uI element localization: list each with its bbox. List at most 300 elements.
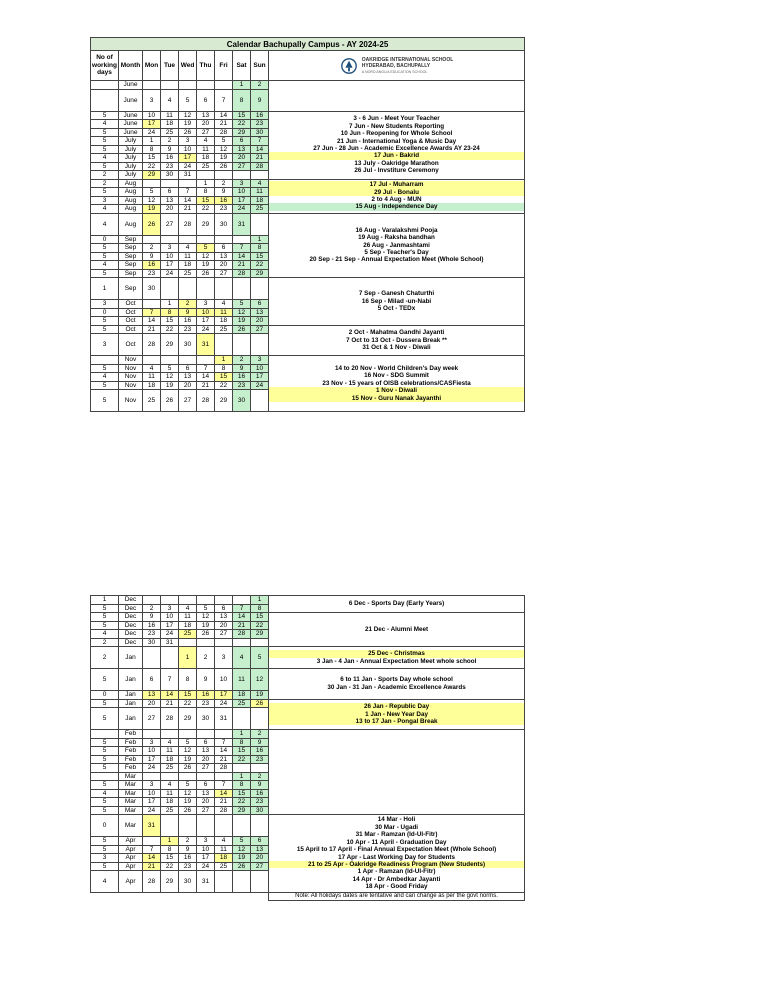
month-cell: Oct bbox=[119, 300, 143, 309]
date-cell bbox=[251, 278, 269, 300]
date-cell: 16 bbox=[251, 747, 269, 756]
date-cell: 6 bbox=[179, 364, 197, 373]
date-cell bbox=[197, 356, 215, 365]
date-cell: 28 bbox=[233, 630, 251, 639]
date-cell: 9 bbox=[197, 669, 215, 691]
date-cell: 27 bbox=[251, 325, 269, 334]
working-days-cell: 5 bbox=[91, 252, 119, 261]
date-cell bbox=[179, 596, 197, 605]
working-days-cell: 5 bbox=[91, 806, 119, 815]
date-cell: 11 bbox=[161, 747, 179, 756]
month-cell: Nov bbox=[119, 381, 143, 390]
working-days-cell: 5 bbox=[91, 244, 119, 253]
date-cell: 5 bbox=[179, 738, 197, 747]
date-cell: 8 bbox=[233, 89, 251, 111]
date-cell: 16 bbox=[233, 373, 251, 382]
month-cell: Oct bbox=[119, 334, 143, 356]
month-cell: Feb bbox=[119, 755, 143, 764]
date-cell: 25 bbox=[215, 862, 233, 871]
date-cell: 25 bbox=[197, 162, 215, 171]
date-cell: 18 bbox=[161, 798, 179, 807]
date-cell bbox=[143, 81, 161, 90]
date-cell: 19 bbox=[143, 205, 161, 214]
date-cell: 6 bbox=[197, 781, 215, 790]
date-cell: 22 bbox=[233, 798, 251, 807]
page-gap bbox=[91, 412, 525, 596]
date-cell bbox=[233, 638, 251, 647]
date-cell: 16 bbox=[161, 154, 179, 163]
date-cell bbox=[161, 356, 179, 365]
date-cell: 31 bbox=[197, 871, 215, 893]
date-cell: 20 bbox=[197, 120, 215, 129]
working-days-cell: 0 bbox=[91, 691, 119, 700]
date-cell: 10 bbox=[161, 613, 179, 622]
date-cell: 14 bbox=[143, 854, 161, 863]
date-cell: 3 bbox=[197, 837, 215, 846]
date-cell bbox=[197, 815, 215, 837]
date-cell: 5 bbox=[143, 188, 161, 197]
date-cell: 16 bbox=[143, 621, 161, 630]
date-cell: 18 bbox=[161, 120, 179, 129]
date-cell: 25 bbox=[161, 806, 179, 815]
date-cell: 6 bbox=[197, 738, 215, 747]
date-cell: 29 bbox=[251, 630, 269, 639]
event-item: 7 Sep - Ganesh Chaturthi bbox=[358, 290, 435, 298]
date-cell: 7 bbox=[215, 738, 233, 747]
wed-header: Wed bbox=[179, 51, 197, 81]
date-cell: 16 bbox=[197, 691, 215, 700]
sun-header: Sun bbox=[251, 51, 269, 81]
month-cell: June bbox=[119, 128, 143, 137]
working-days-cell: 2 bbox=[91, 171, 119, 180]
date-cell: 24 bbox=[143, 764, 161, 773]
date-cell: 21 bbox=[161, 699, 179, 708]
date-cell: 14 bbox=[215, 747, 233, 756]
working-days-cell: 3 bbox=[91, 334, 119, 356]
date-cell bbox=[179, 235, 197, 244]
month-cell: Sep bbox=[119, 235, 143, 244]
date-cell: 9 bbox=[143, 252, 161, 261]
working-days-cell: 5 bbox=[91, 738, 119, 747]
date-cell: 4 bbox=[179, 244, 197, 253]
date-cell: 26 bbox=[179, 128, 197, 137]
date-cell: 26 bbox=[179, 764, 197, 773]
date-cell: 20 bbox=[251, 317, 269, 326]
date-cell bbox=[233, 334, 251, 356]
date-cell: 2 bbox=[233, 356, 251, 365]
date-cell: 26 bbox=[215, 162, 233, 171]
date-cell: 28 bbox=[233, 269, 251, 278]
date-cell: 17 bbox=[197, 854, 215, 863]
date-cell: 9 bbox=[233, 364, 251, 373]
month-cell: Aug bbox=[119, 179, 143, 188]
date-cell: 4 bbox=[143, 364, 161, 373]
week-row bbox=[91, 815, 525, 837]
events-cell-july bbox=[269, 179, 525, 213]
date-cell: 14 bbox=[233, 252, 251, 261]
event-item: 19 Aug - Raksha bandhan bbox=[358, 234, 435, 242]
date-cell: 11 bbox=[161, 111, 179, 120]
date-cell: 20 bbox=[143, 699, 161, 708]
date-cell: 23 bbox=[233, 381, 251, 390]
event-item: 17 Jul - Muharram bbox=[269, 181, 524, 188]
date-cell: 22 bbox=[161, 862, 179, 871]
date-cell bbox=[179, 638, 197, 647]
date-cell: 23 bbox=[143, 269, 161, 278]
date-cell bbox=[197, 596, 215, 605]
month-cell: July bbox=[119, 137, 143, 146]
week-row bbox=[91, 356, 525, 365]
date-cell: 2 bbox=[215, 179, 233, 188]
working-days-cell: 3 bbox=[91, 300, 119, 309]
date-cell: 26 bbox=[251, 699, 269, 708]
date-cell: 14 bbox=[215, 789, 233, 798]
week-row bbox=[91, 278, 525, 300]
date-cell: 23 bbox=[215, 205, 233, 214]
date-cell: 10 bbox=[251, 364, 269, 373]
date-cell: 3 bbox=[161, 244, 179, 253]
note-row bbox=[91, 893, 525, 901]
date-cell: 6 bbox=[215, 244, 233, 253]
date-cell bbox=[251, 171, 269, 180]
working-days-cell: 5 bbox=[91, 798, 119, 807]
date-cell: 11 bbox=[143, 373, 161, 382]
month-cell: Nov bbox=[119, 373, 143, 382]
date-cell: 20 bbox=[197, 798, 215, 807]
date-cell: 18 bbox=[179, 621, 197, 630]
working-days-cell: 5 bbox=[91, 111, 119, 120]
date-cell: 27 bbox=[197, 128, 215, 137]
date-cell: 28 bbox=[251, 162, 269, 171]
date-cell: 3 bbox=[161, 604, 179, 613]
date-cell: 13 bbox=[161, 196, 179, 205]
date-cell: 22 bbox=[179, 699, 197, 708]
date-cell: 2 bbox=[197, 647, 215, 669]
date-cell bbox=[179, 730, 197, 739]
date-cell: 9 bbox=[251, 781, 269, 790]
date-cell: 1 bbox=[161, 837, 179, 846]
date-cell: 12 bbox=[233, 308, 251, 317]
date-cell: 11 bbox=[161, 789, 179, 798]
date-cell: 1 bbox=[251, 596, 269, 605]
date-cell bbox=[215, 235, 233, 244]
month-cell: Dec bbox=[119, 621, 143, 630]
events-cell-dec3 bbox=[269, 647, 525, 669]
week-row bbox=[91, 647, 525, 669]
working-days-cell: 5 bbox=[91, 613, 119, 622]
date-cell: 21 bbox=[233, 621, 251, 630]
date-cell: 31 bbox=[215, 708, 233, 730]
date-cell: 21 bbox=[233, 261, 251, 270]
event-item: 20 Sep - 21 Sep - Annual Expectation Meet (Whole School) bbox=[309, 256, 484, 264]
date-cell: 23 bbox=[179, 325, 197, 334]
working-days-cell: 3 bbox=[91, 854, 119, 863]
date-cell bbox=[161, 179, 179, 188]
date-cell: 7 bbox=[215, 89, 233, 111]
date-cell: 30 bbox=[251, 128, 269, 137]
month-cell: Mar bbox=[119, 806, 143, 815]
date-cell bbox=[233, 235, 251, 244]
date-cell: 8 bbox=[161, 308, 179, 317]
date-cell: 7 bbox=[233, 244, 251, 253]
month-cell: June bbox=[119, 120, 143, 129]
date-cell bbox=[215, 730, 233, 739]
month-cell: Apr bbox=[119, 854, 143, 863]
date-cell bbox=[215, 334, 233, 356]
events-cell-mar bbox=[269, 815, 525, 893]
mon-header: Mon bbox=[143, 51, 161, 81]
month-cell: Sep bbox=[119, 269, 143, 278]
working-days-cell: 0 bbox=[91, 235, 119, 244]
month-cell: July bbox=[119, 171, 143, 180]
date-cell: 14 bbox=[179, 196, 197, 205]
event-item: 10 Jun - Reopening for Whole School bbox=[340, 130, 453, 138]
date-cell: 27 bbox=[215, 269, 233, 278]
month-cell: Sep bbox=[119, 278, 143, 300]
date-cell: 17 bbox=[143, 798, 161, 807]
month-cell: Jan bbox=[119, 647, 143, 669]
date-cell bbox=[215, 81, 233, 90]
event-item: 10 Apr - 11 April - Graduation Day bbox=[346, 838, 447, 846]
date-cell: 27 bbox=[161, 213, 179, 235]
working-days-cell: 5 bbox=[91, 621, 119, 630]
date-cell: 9 bbox=[179, 845, 197, 854]
date-cell: 9 bbox=[251, 89, 269, 111]
working-days-cell: 5 bbox=[91, 669, 119, 691]
event-item: 26 Jan - Republic Day bbox=[269, 703, 524, 710]
month-cell: Dec bbox=[119, 604, 143, 613]
date-cell bbox=[215, 815, 233, 837]
working-days-cell: 5 bbox=[91, 862, 119, 871]
date-cell: 24 bbox=[215, 699, 233, 708]
date-cell: 25 bbox=[179, 269, 197, 278]
date-cell: 8 bbox=[179, 669, 197, 691]
date-cell: 15 bbox=[179, 691, 197, 700]
date-cell: 28 bbox=[179, 213, 197, 235]
event-item: 13 to 17 Jan - Pongal Break bbox=[269, 718, 524, 725]
date-cell: 30 bbox=[143, 638, 161, 647]
date-cell bbox=[251, 764, 269, 773]
date-cell: 12 bbox=[215, 145, 233, 154]
date-cell bbox=[215, 278, 233, 300]
working-days-cell bbox=[91, 730, 119, 739]
date-cell: 3 bbox=[215, 647, 233, 669]
date-cell: 10 bbox=[233, 188, 251, 197]
working-days-cell bbox=[91, 772, 119, 781]
working-days-cell: 4 bbox=[91, 120, 119, 129]
date-cell bbox=[179, 81, 197, 90]
working-days-cell: 2 bbox=[91, 647, 119, 669]
date-cell: 16 bbox=[179, 317, 197, 326]
date-cell: 12 bbox=[197, 613, 215, 622]
month-cell: Aug bbox=[119, 196, 143, 205]
date-cell: 17 bbox=[197, 317, 215, 326]
event-item: 2 to 4 Aug - MUN bbox=[371, 196, 422, 203]
date-cell: 27 bbox=[197, 806, 215, 815]
month-cell: June bbox=[119, 81, 143, 90]
event-item: 25 Dec - Christmas bbox=[269, 650, 524, 657]
date-cell: 2 bbox=[251, 81, 269, 90]
date-cell: 1 bbox=[143, 137, 161, 146]
date-cell: 3 bbox=[143, 89, 161, 111]
working-days-cell: 1 bbox=[91, 278, 119, 300]
date-cell: 3 bbox=[251, 356, 269, 365]
date-cell: 13 bbox=[215, 252, 233, 261]
date-cell: 5 bbox=[197, 604, 215, 613]
date-cell: 6 bbox=[251, 837, 269, 846]
date-cell bbox=[161, 730, 179, 739]
working-days-header: No of working days bbox=[91, 51, 119, 81]
date-cell: 9 bbox=[143, 613, 161, 622]
date-cell: 17 bbox=[233, 196, 251, 205]
date-cell bbox=[197, 638, 215, 647]
week-row bbox=[91, 699, 525, 708]
date-cell: 13 bbox=[197, 111, 215, 120]
event-item: 16 Aug - Varalakshmi Pooja bbox=[355, 226, 438, 234]
date-cell bbox=[251, 638, 269, 647]
date-cell: 15 bbox=[233, 789, 251, 798]
date-cell: 12 bbox=[179, 789, 197, 798]
month-cell: Nov bbox=[119, 364, 143, 373]
date-cell: 29 bbox=[233, 806, 251, 815]
date-cell: 15 bbox=[233, 111, 251, 120]
working-days-cell: 5 bbox=[91, 747, 119, 756]
week-row bbox=[91, 111, 525, 120]
date-cell bbox=[143, 179, 161, 188]
date-cell bbox=[197, 278, 215, 300]
date-cell: 9 bbox=[215, 188, 233, 197]
date-cell: 7 bbox=[179, 188, 197, 197]
event-item: 3 Jan - 4 Jan - Annual Expectation Meet whole school bbox=[316, 657, 477, 665]
date-cell: 10 bbox=[197, 308, 215, 317]
month-cell: June bbox=[119, 111, 143, 120]
date-cell bbox=[233, 708, 251, 730]
date-cell: 21 bbox=[197, 381, 215, 390]
week-row bbox=[91, 730, 525, 739]
date-cell: 29 bbox=[197, 213, 215, 235]
date-cell: 12 bbox=[233, 845, 251, 854]
calendar-title: Calendar Bachupally Campus - AY 2024-25 bbox=[91, 38, 525, 51]
date-cell: 31 bbox=[143, 815, 161, 837]
month-cell: Mar bbox=[119, 798, 143, 807]
date-cell: 22 bbox=[233, 755, 251, 764]
date-cell: 15 bbox=[161, 854, 179, 863]
week-row bbox=[91, 325, 525, 334]
event-item: 13 July - Oakridge Marathon bbox=[354, 159, 439, 167]
date-cell: 30 bbox=[251, 806, 269, 815]
date-cell bbox=[197, 81, 215, 90]
events-cell-june bbox=[269, 111, 525, 179]
events-cell-oct bbox=[269, 325, 525, 356]
logo-line-1: OAKRIDGE INTERNATIONAL SCHOOL bbox=[361, 56, 454, 63]
date-cell: 14 bbox=[161, 691, 179, 700]
event-item: 14 Mar - Holi bbox=[377, 816, 416, 824]
date-cell bbox=[197, 772, 215, 781]
event-item: 1 Nov - Diwali bbox=[269, 387, 524, 394]
date-cell: 24 bbox=[197, 325, 215, 334]
date-cell: 25 bbox=[233, 699, 251, 708]
date-cell: 15 bbox=[197, 196, 215, 205]
month-cell: July bbox=[119, 154, 143, 163]
date-cell: 7 bbox=[251, 137, 269, 146]
event-item: 27 Jun - 28 Jun - Academic Excellence Awards AY 23-24 bbox=[313, 145, 480, 152]
week-row bbox=[91, 179, 525, 188]
date-cell bbox=[251, 390, 269, 412]
date-cell: 12 bbox=[197, 252, 215, 261]
date-cell: 22 bbox=[251, 261, 269, 270]
date-cell: 31 bbox=[233, 213, 251, 235]
date-cell: 31 bbox=[179, 171, 197, 180]
date-cell: 13 bbox=[251, 845, 269, 854]
working-days-cell: 5 bbox=[91, 128, 119, 137]
date-cell: 16 bbox=[143, 261, 161, 270]
date-cell bbox=[233, 278, 251, 300]
date-cell bbox=[161, 647, 179, 669]
date-cell: 19 bbox=[179, 798, 197, 807]
date-cell: 7 bbox=[161, 669, 179, 691]
date-cell: 24 bbox=[143, 806, 161, 815]
date-cell: 17 bbox=[143, 120, 161, 129]
working-days-cell: 3 bbox=[91, 196, 119, 205]
logo-line-2: HYDERABAD, BACHUPALLY bbox=[361, 62, 431, 69]
events-cell-jan2 bbox=[269, 699, 525, 730]
date-cell: 28 bbox=[197, 390, 215, 412]
month-cell: Dec bbox=[119, 613, 143, 622]
working-days-cell: 5 bbox=[91, 188, 119, 197]
date-cell bbox=[161, 235, 179, 244]
date-cell: 11 bbox=[215, 308, 233, 317]
date-cell: 11 bbox=[233, 669, 251, 691]
date-cell: 5 bbox=[233, 837, 251, 846]
date-cell: 22 bbox=[197, 205, 215, 214]
events-cell-nov bbox=[269, 356, 525, 412]
date-cell: 28 bbox=[143, 871, 161, 893]
date-cell: 8 bbox=[233, 738, 251, 747]
date-cell: 25 bbox=[143, 390, 161, 412]
date-cell: 15 bbox=[161, 317, 179, 326]
working-days-cell: 5 bbox=[91, 137, 119, 146]
date-cell: 21 bbox=[179, 205, 197, 214]
date-cell: 18 bbox=[215, 317, 233, 326]
date-cell: 19 bbox=[197, 621, 215, 630]
date-cell: 6 bbox=[197, 89, 215, 111]
date-cell bbox=[161, 596, 179, 605]
date-cell: 10 bbox=[161, 252, 179, 261]
date-cell bbox=[179, 815, 197, 837]
date-cell: 28 bbox=[215, 764, 233, 773]
working-days-cell: 5 bbox=[91, 755, 119, 764]
date-cell: 27 bbox=[179, 390, 197, 412]
date-cell: 2 bbox=[143, 604, 161, 613]
month-cell: Feb bbox=[119, 730, 143, 739]
calendar-table bbox=[90, 37, 525, 901]
month-cell: Dec bbox=[119, 638, 143, 647]
date-cell bbox=[143, 300, 161, 309]
date-cell: 7 bbox=[215, 781, 233, 790]
date-cell: 3 bbox=[143, 781, 161, 790]
date-cell: 15 bbox=[251, 252, 269, 261]
working-days-cell: 4 bbox=[91, 789, 119, 798]
date-cell bbox=[251, 708, 269, 730]
event-item: 7 Jun - New Students Reporting bbox=[348, 122, 445, 130]
week-row bbox=[91, 596, 525, 605]
month-cell: Nov bbox=[119, 390, 143, 412]
date-cell: 20 bbox=[251, 854, 269, 863]
date-cell: 9 bbox=[179, 308, 197, 317]
date-cell bbox=[251, 334, 269, 356]
date-cell: 10 bbox=[143, 789, 161, 798]
date-cell: 6 bbox=[251, 300, 269, 309]
